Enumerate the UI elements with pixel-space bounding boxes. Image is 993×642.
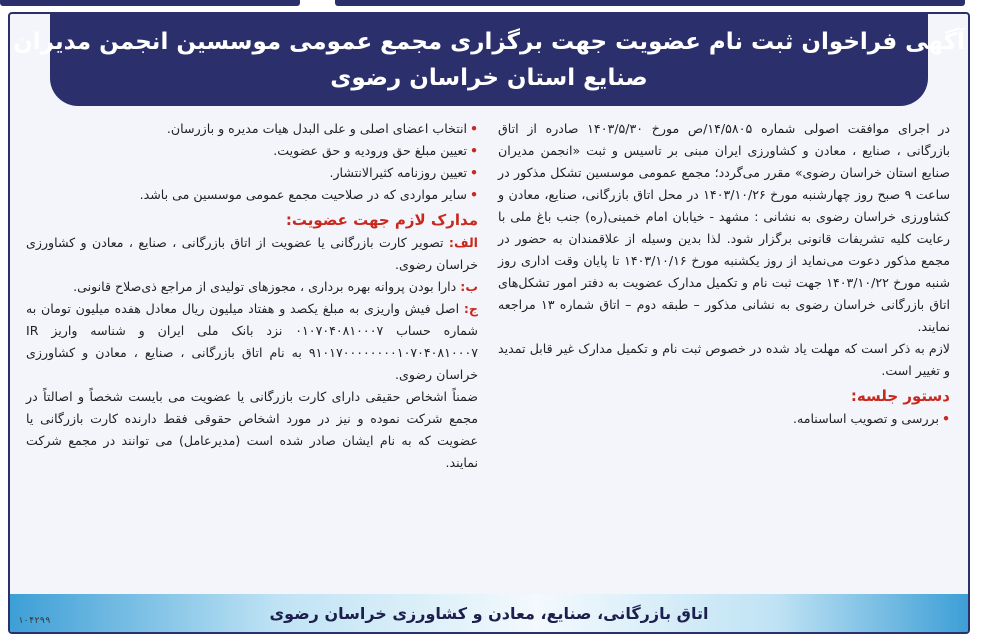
document-label-a: الف: [448,235,478,250]
ad-code: ۱۰۴۲۹۹ [18,616,51,626]
top-strip [0,0,993,7]
document-label-c: ج: [463,301,478,316]
agenda-item: • بررسی و تصویب اساسنامه. [498,408,950,430]
left-column [26,118,478,474]
invitation-paragraph: در اجرای موافقت اصولی شماره ۱۴/۵۸۰۵/ص مورخ ۱۴۰۳/۵/۳۰ صادره از اتاق بازرگانی ، صنایع ، معادن و کشاورزی ایران مبنی بر تاسیس و ثبت «انجمن مدیران صنایع استان خراسان رضوی» مقرر می‌گردد؛ مجمع عمومی موسسین تشکل مذکور در ساعت ۹ صبح روز چهارشنبه مورخ ۱۴۰۳/۱۰/۲۶ در محل اتاق بازرگانی، صنایع، معادن و کشاورزی خراسان رضوی به نشانی : مشهد - خیابان امام خمینی(ره) جنب باغ ملی با رعایت کلیه تشریفات قانونی برگزار شود. لذا بدین وسیله از علاقمندان به حضور در مجمع مذکور دعوت می‌نماید از روز یکشنبه مورخ ۱۴۰۳/۱۰/۱۶ تا پایان وقت اداری روز شنبه مورخ ۱۴۰۳/۱۰/۲۲ جهت ثبت نام و تکمیل مدارک عضویت به دفتر امور تشکل‌های اتاق بازرگانی خراسان رضوی به نشانی مذکور – طبقه دوم – اتاق شماره ۱۳ مراجعه نمایند. [498,121,951,334]
documents-heading: مدارک لازم جهت عضویت: [285,211,478,229]
title-line-1: آگهی فراخوان ثبت نام عضویت جهت برگزاری مجمع عمومی موسسین انجمن مدیران [13,29,965,55]
announcement-frame [8,12,970,634]
attendance-note: ضمناً اشخاص حقیقی دارای کارت بازرگانی یا عضویت می بایست شخصاً و اصالتاً در مجمع شرکت نموده و نیز در مورد اشخاص حقوقی فقط دارنده کارت بازرگانی یا عضویت که به نام ایشان صادر شده است (مدیرعامل) می توانند در مجمع شرکت نمایند. [26,389,478,470]
title-band [13,14,965,106]
document-text-c: اصل فیش واریزی به مبلغ یکصد و هفتاد میلیون ریال معادل هفده میلیون تومان به شماره حساب ۰۱۰۷۰۴۰۸۱۰۰۰۷ نزد بانک ملی ایران و شناسه واریز IR ۹۱۰۱۷۰۰۰۰۰۰۰۰۱۰۷۰۴۰۸۱۰۰۰۷ به نام اتاق بازرگانی ، صنایع ، معادن و کشاورزی خراسان رضوی. [26,301,478,382]
right-column [498,118,950,430]
footer-organization: اتاق بازرگانی، صنایع، معادن و کشاورزی خراسان رضوی [269,603,709,623]
document-item-c [26,298,478,386]
agenda-item: • تعیین روزنامه کثیرالانتشار. [26,162,478,184]
agenda-item: • تعیین مبلغ حق ورودیه و حق عضویت. [26,140,478,162]
document-text-a: تصویر کارت بازرگانی یا عضویت از اتاق بازرگانی ، صنایع ، معادن و کشاورزی خراسان رضوی. [26,235,478,272]
agenda-heading: دستور جلسه: [850,387,950,405]
document-item-a [26,232,478,276]
document-label-b: ب: [460,279,478,294]
title-line-2: صنایع استان خراسان رضوی [330,65,648,91]
deadline-note: لازم به ذکر است که مهلت یاد شده در خصوص ثبت نام و تکمیل مدارک غیر قابل تمدید و تغییر است. [498,341,950,378]
document-item-b [26,276,478,298]
document-text-b: دارا بودن پروانه بهره برداری ، مجوزهای تولیدی از مراجع ذی‌صلاح قانونی. [73,279,457,294]
agenda-item: • سایر مواردی که در صلاحیت مجمع عمومی موسسین می باشد. [26,184,478,206]
top-strip-left-bar [0,0,300,6]
agenda-item: • انتخاب اعضای اصلی و علی البدل هیات مدیره و بازرسان. [26,118,478,140]
top-strip-right-bar [335,0,965,6]
footer-band [10,594,968,632]
